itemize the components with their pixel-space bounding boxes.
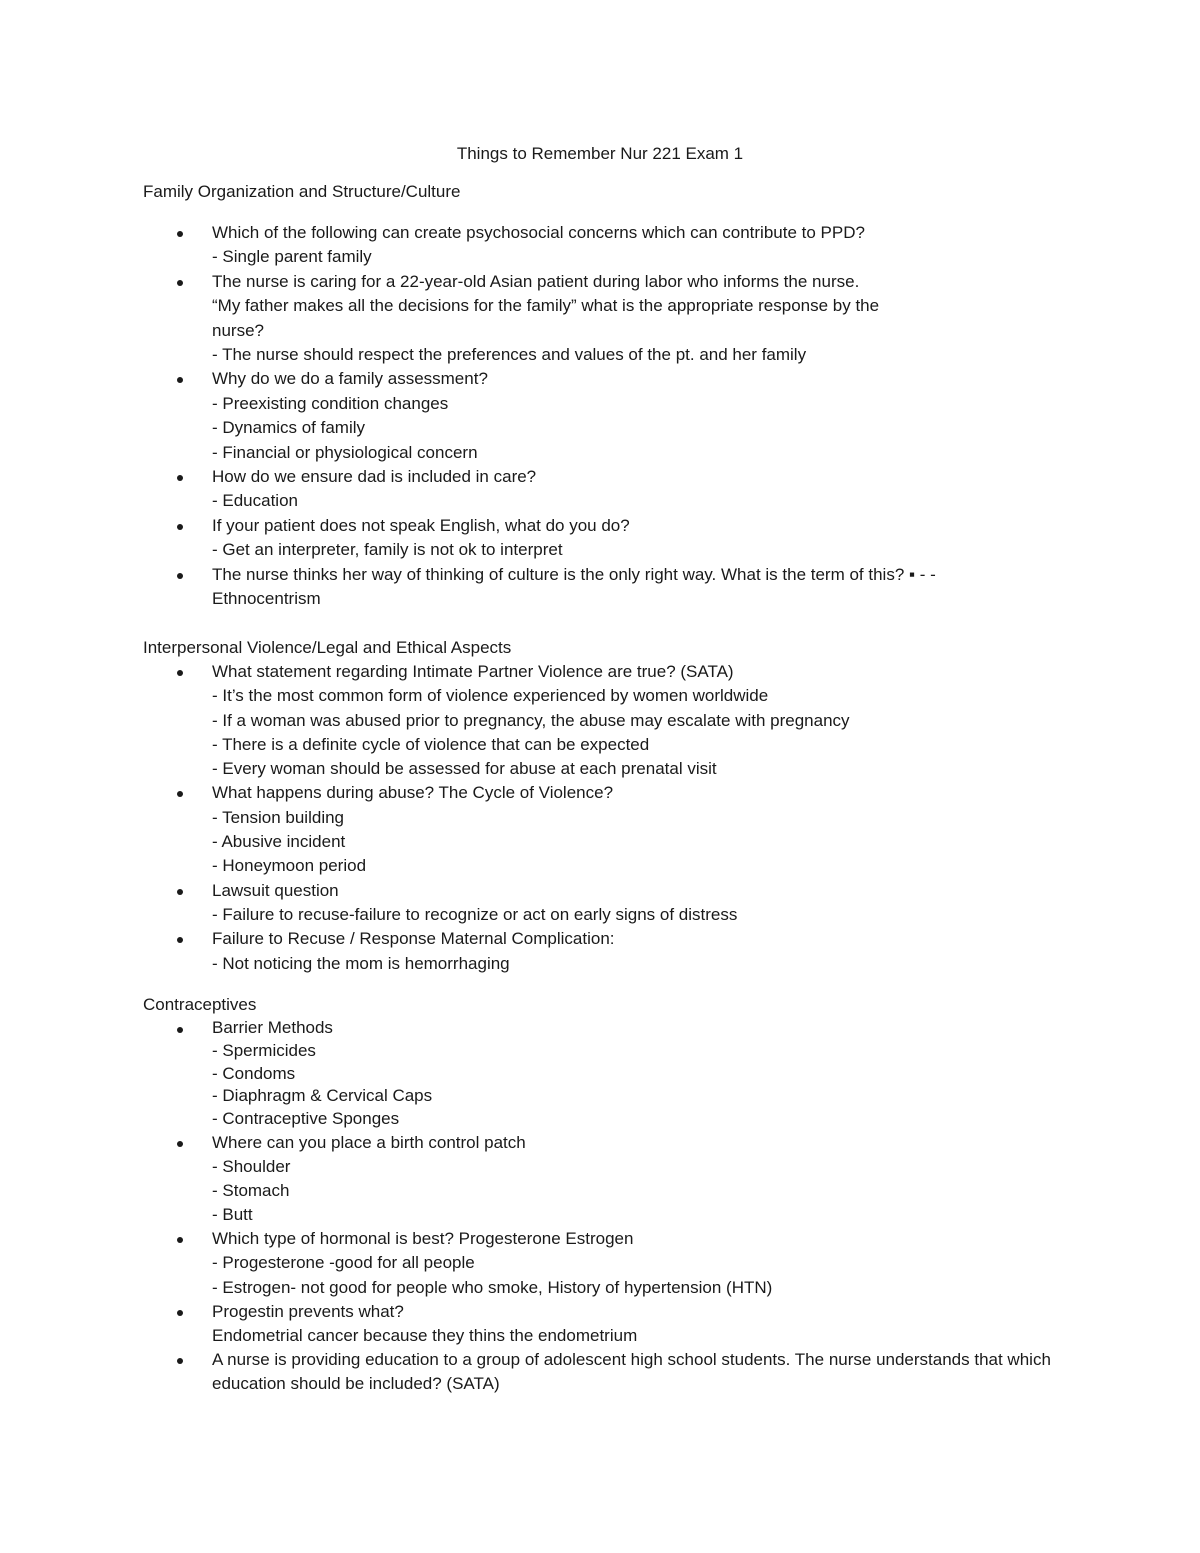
question-text: Failure to Recuse / Response Maternal Complication: [212, 929, 615, 949]
bullet-icon [177, 377, 183, 383]
section-contraceptives [143, 993, 1063, 1396]
answer-text: - Diaphragm & Cervical Caps [212, 1086, 433, 1106]
bullet-item [143, 1131, 1063, 1227]
bullet-icon [177, 791, 183, 797]
question-text: Barrier Methods [212, 1018, 333, 1037]
section-family-organization [143, 180, 1063, 612]
question-text: What happens during abuse? The Cycle of Violence? [212, 783, 614, 803]
bullet-list [143, 221, 1063, 612]
bullet-icon [177, 524, 183, 530]
bullet-icon [177, 1237, 183, 1243]
answer-text: - Education [212, 491, 298, 511]
bullet-icon [177, 1358, 183, 1364]
bullet-item [143, 465, 1063, 514]
section-heading: Contraceptives [143, 995, 257, 1014]
bullet-icon [177, 475, 183, 481]
question-text: Lawsuit question [212, 880, 339, 900]
answer-text: - Honeymoon period [212, 856, 367, 876]
bullet-list [143, 660, 1063, 976]
answer-text: - Get an interpreter, family is not ok to interpret [212, 540, 563, 560]
bullet-item [143, 1227, 1063, 1299]
bullet-icon [177, 231, 183, 237]
answer-text: - Financial or physiological concern [212, 442, 478, 462]
answer-text: - Stomach [212, 1181, 290, 1201]
bullet-item [143, 367, 1063, 465]
question-text: Which of the following can create psychosocial concerns which can contribute to PPD? [212, 223, 865, 242]
answer-text: - If a woman was abused prior to pregnancy, the abuse may escalate with pregnancy [212, 710, 850, 730]
answer-text: Ethnocentrism [212, 589, 321, 609]
question-text: How do we ensure dad is included in care? [212, 467, 537, 487]
bullet-item [143, 1300, 1063, 1348]
bullet-icon [177, 573, 183, 579]
bullet-item [143, 927, 1063, 976]
section-heading: Family Organization and Structure/Culture [143, 182, 461, 201]
bullet-item [143, 563, 1063, 612]
bullet-item [143, 514, 1063, 563]
question-text: The nurse thinks her way of thinking of culture is the only right way. What is the term of this? ▪ - - [212, 564, 936, 584]
section-interpersonal-violence [143, 636, 1063, 976]
section-heading: Interpersonal Violence/Legal and Ethical Aspects [143, 638, 512, 657]
bullet-icon [177, 670, 183, 676]
answer-text: - Contraceptive Sponges [212, 1109, 400, 1129]
bullet-item [143, 781, 1063, 878]
bullet-icon [177, 937, 183, 943]
document-title: Things to Remember Nur 221 Exam 1 [456, 144, 744, 163]
question-text: A nurse is providing education to a group of adolescent high school students. The nurse understands that which education should be included? (SATA) [212, 1349, 1051, 1393]
answer-text: - The nurse should respect the preferences and values of the pt. and her family [212, 345, 807, 365]
question-text: The nurse is caring for a 22-year-old Asian patient during labor who informs the nurse. [212, 271, 860, 291]
answer-text: - Single parent family [212, 247, 372, 267]
bullet-item [143, 1017, 1063, 1131]
question-text: Which type of hormonal is best? Progesterone Estrogen [212, 1229, 634, 1249]
answer-text: - Every woman should be assessed for abuse at each prenatal visit [212, 759, 717, 779]
bullet-icon [177, 1141, 183, 1147]
bullet-icon [177, 280, 183, 286]
question-text: What statement regarding Intimate Partner Violence are true? (SATA) [212, 662, 734, 681]
bullet-item [143, 660, 1063, 781]
bullet-item [143, 1348, 1063, 1396]
answer-text: Endometrial cancer because they thins the endometrium [212, 1325, 638, 1345]
bullet-list [143, 1017, 1063, 1396]
answer-text: - Preexisting condition changes [212, 393, 449, 413]
answer-text: - Condoms [212, 1063, 296, 1083]
answer-text: - Failure to recuse-failure to recognize or act on early signs of distress [212, 904, 738, 924]
bullet-item [143, 270, 1063, 368]
answer-text: - It’s the most common form of violence experienced by women worldwide [212, 686, 769, 706]
answer-text: - Abusive incident [212, 832, 346, 852]
bullet-icon [177, 889, 183, 895]
answer-text: - Shoulder [212, 1157, 291, 1177]
answer-text: - Not noticing the mom is hemorrhaging [212, 953, 510, 973]
bullet-icon [177, 1310, 183, 1316]
question-text: Where can you place a birth control patch [212, 1132, 526, 1152]
answer-text: - There is a definite cycle of violence that can be expected [212, 734, 650, 754]
question-text-continued: “My father makes all the decisions for the family” what is the appropriate response by the nurse? [212, 296, 880, 340]
bullet-item [143, 221, 1063, 270]
answer-text: - Progesterone -good for all people [212, 1253, 475, 1273]
question-text: If your patient does not speak English, what do you do? [212, 515, 630, 535]
answer-text: - Dynamics of family [212, 418, 366, 438]
bullet-item [143, 879, 1063, 928]
bullet-icon [177, 1027, 183, 1033]
answer-text: - Butt [212, 1205, 253, 1225]
answer-text: - Estrogen- not good for people who smoke, History of hypertension (HTN) [212, 1277, 773, 1297]
answer-text: - Tension building [212, 807, 344, 827]
answer-text: - Spermicides [212, 1040, 316, 1060]
question-text: Why do we do a family assessment? [212, 369, 488, 389]
question-text: Progestin prevents what? [212, 1301, 404, 1321]
